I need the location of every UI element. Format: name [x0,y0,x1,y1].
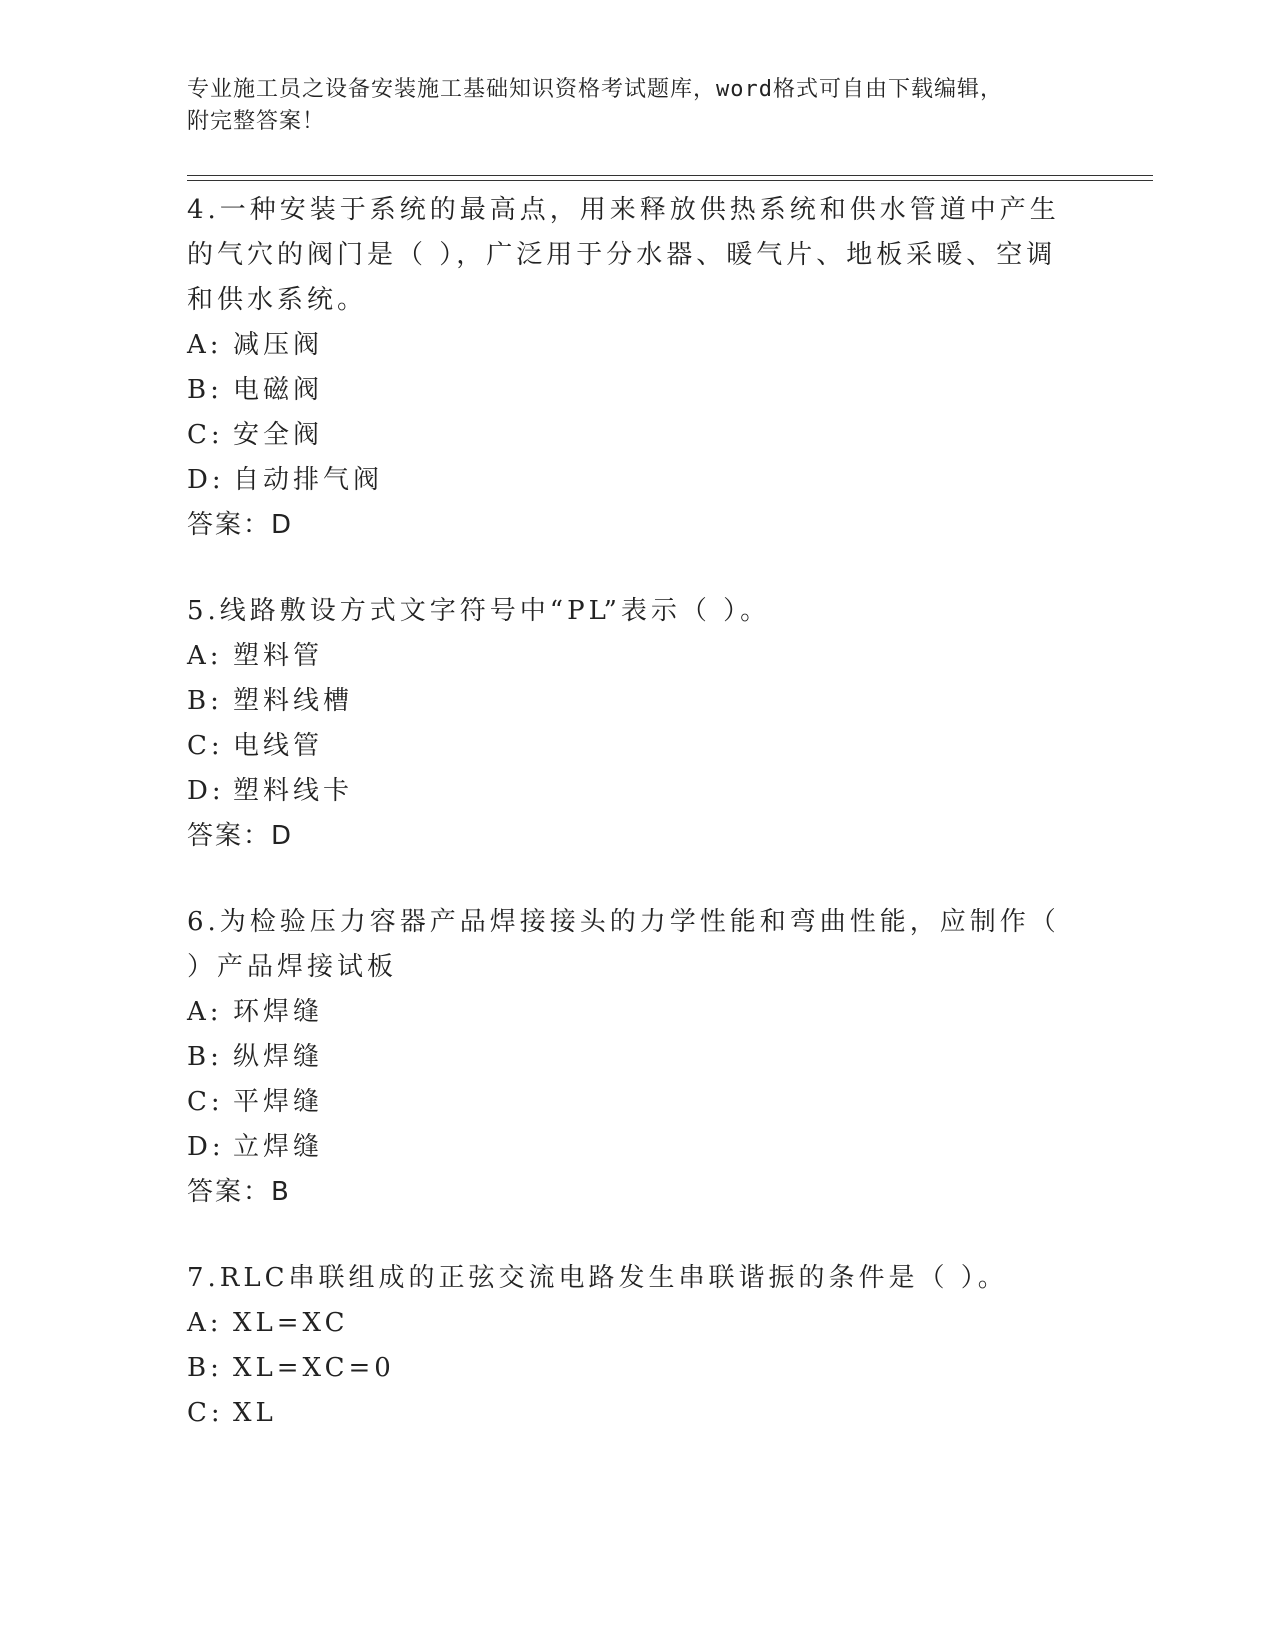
option-c[interactable] [187,1391,1067,1436]
option-b[interactable] [187,679,1067,724]
option-letter: A: [187,997,223,1027]
answer-line: 答案：D [187,821,294,851]
document-header [187,74,1087,138]
header-line-2: 附完整答案！ [187,109,326,134]
option-d[interactable] [187,458,1067,503]
option-text: 塑料管 [233,641,324,671]
option-text: 塑料线槽 [233,686,354,716]
option-letter: D: [187,1132,225,1162]
option-letter: C: [187,1087,224,1117]
option-text: 电磁阀 [233,375,324,405]
option-c[interactable] [187,724,1067,769]
option-text: XL=XC [233,1308,349,1338]
header-divider-bottom [187,180,1153,181]
option-letter: B: [187,1042,223,1072]
question-stem: 7.RLC串联组成的正弦交流电路发生串联谐振的条件是（ ）。 [187,1263,1008,1293]
option-text: 安全阀 [233,420,324,450]
option-letter: B: [187,1353,223,1383]
option-text: XL=XC=0 [233,1353,395,1383]
option-letter: A: [187,641,223,671]
option-letter: A: [187,330,223,360]
option-c[interactable] [187,1080,1067,1125]
question-stem: 5.线路敷设方式文字符号中“PL”表示（ ）。 [187,596,771,626]
question-stem: 6.为检验压力容器产品焊接接头的力学性能和弯曲性能，应制作（ ）产品焊接试板 [187,907,1060,982]
option-letter: D: [187,776,225,806]
answer-line: 答案：D [187,510,294,540]
option-b[interactable] [187,368,1067,413]
option-letter: B: [187,686,223,716]
option-b[interactable] [187,1346,1067,1391]
question-stem: 4.一种安装于系统的最高点，用来释放供热系统和供水管道中产生的气穴的阀门是（ ），广泛用于分水器、暖气片、地板采暖、空调和供水系统。 [187,195,1060,315]
option-text: 环焊缝 [233,997,324,1027]
option-letter: C: [187,731,224,761]
option-c[interactable] [187,413,1067,458]
option-text: 平焊缝 [233,1087,324,1117]
answer-line: 答案：B [187,1177,291,1207]
question-4 [187,188,1067,548]
option-text: 减压阀 [233,330,324,360]
option-b[interactable] [187,1035,1067,1080]
option-text: 塑料线卡 [233,776,354,806]
option-text: XL [233,1398,277,1428]
option-d[interactable] [187,1125,1067,1170]
option-letter: A: [187,1308,223,1338]
option-d[interactable] [187,769,1067,814]
option-a[interactable] [187,323,1067,368]
option-a[interactable] [187,634,1067,679]
option-a[interactable] [187,990,1067,1035]
question-7 [187,1256,1067,1436]
question-5 [187,589,1067,859]
option-text: 纵焊缝 [233,1042,324,1072]
header-line-1: 专业施工员之设备安装施工基础知识资格考试题库，word格式可自由下载编辑， [187,77,1003,102]
question-6 [187,900,1067,1215]
question-list [187,188,1067,1477]
header-divider-top [187,175,1153,176]
option-a[interactable] [187,1301,1067,1346]
option-text: 立焊缝 [233,1132,324,1162]
option-letter: B: [187,375,223,405]
option-letter: C: [187,420,224,450]
option-letter: C: [187,1398,224,1428]
option-letter: D: [187,465,225,495]
option-text: 自动排气阀 [233,465,384,495]
option-text: 电线管 [233,731,324,761]
